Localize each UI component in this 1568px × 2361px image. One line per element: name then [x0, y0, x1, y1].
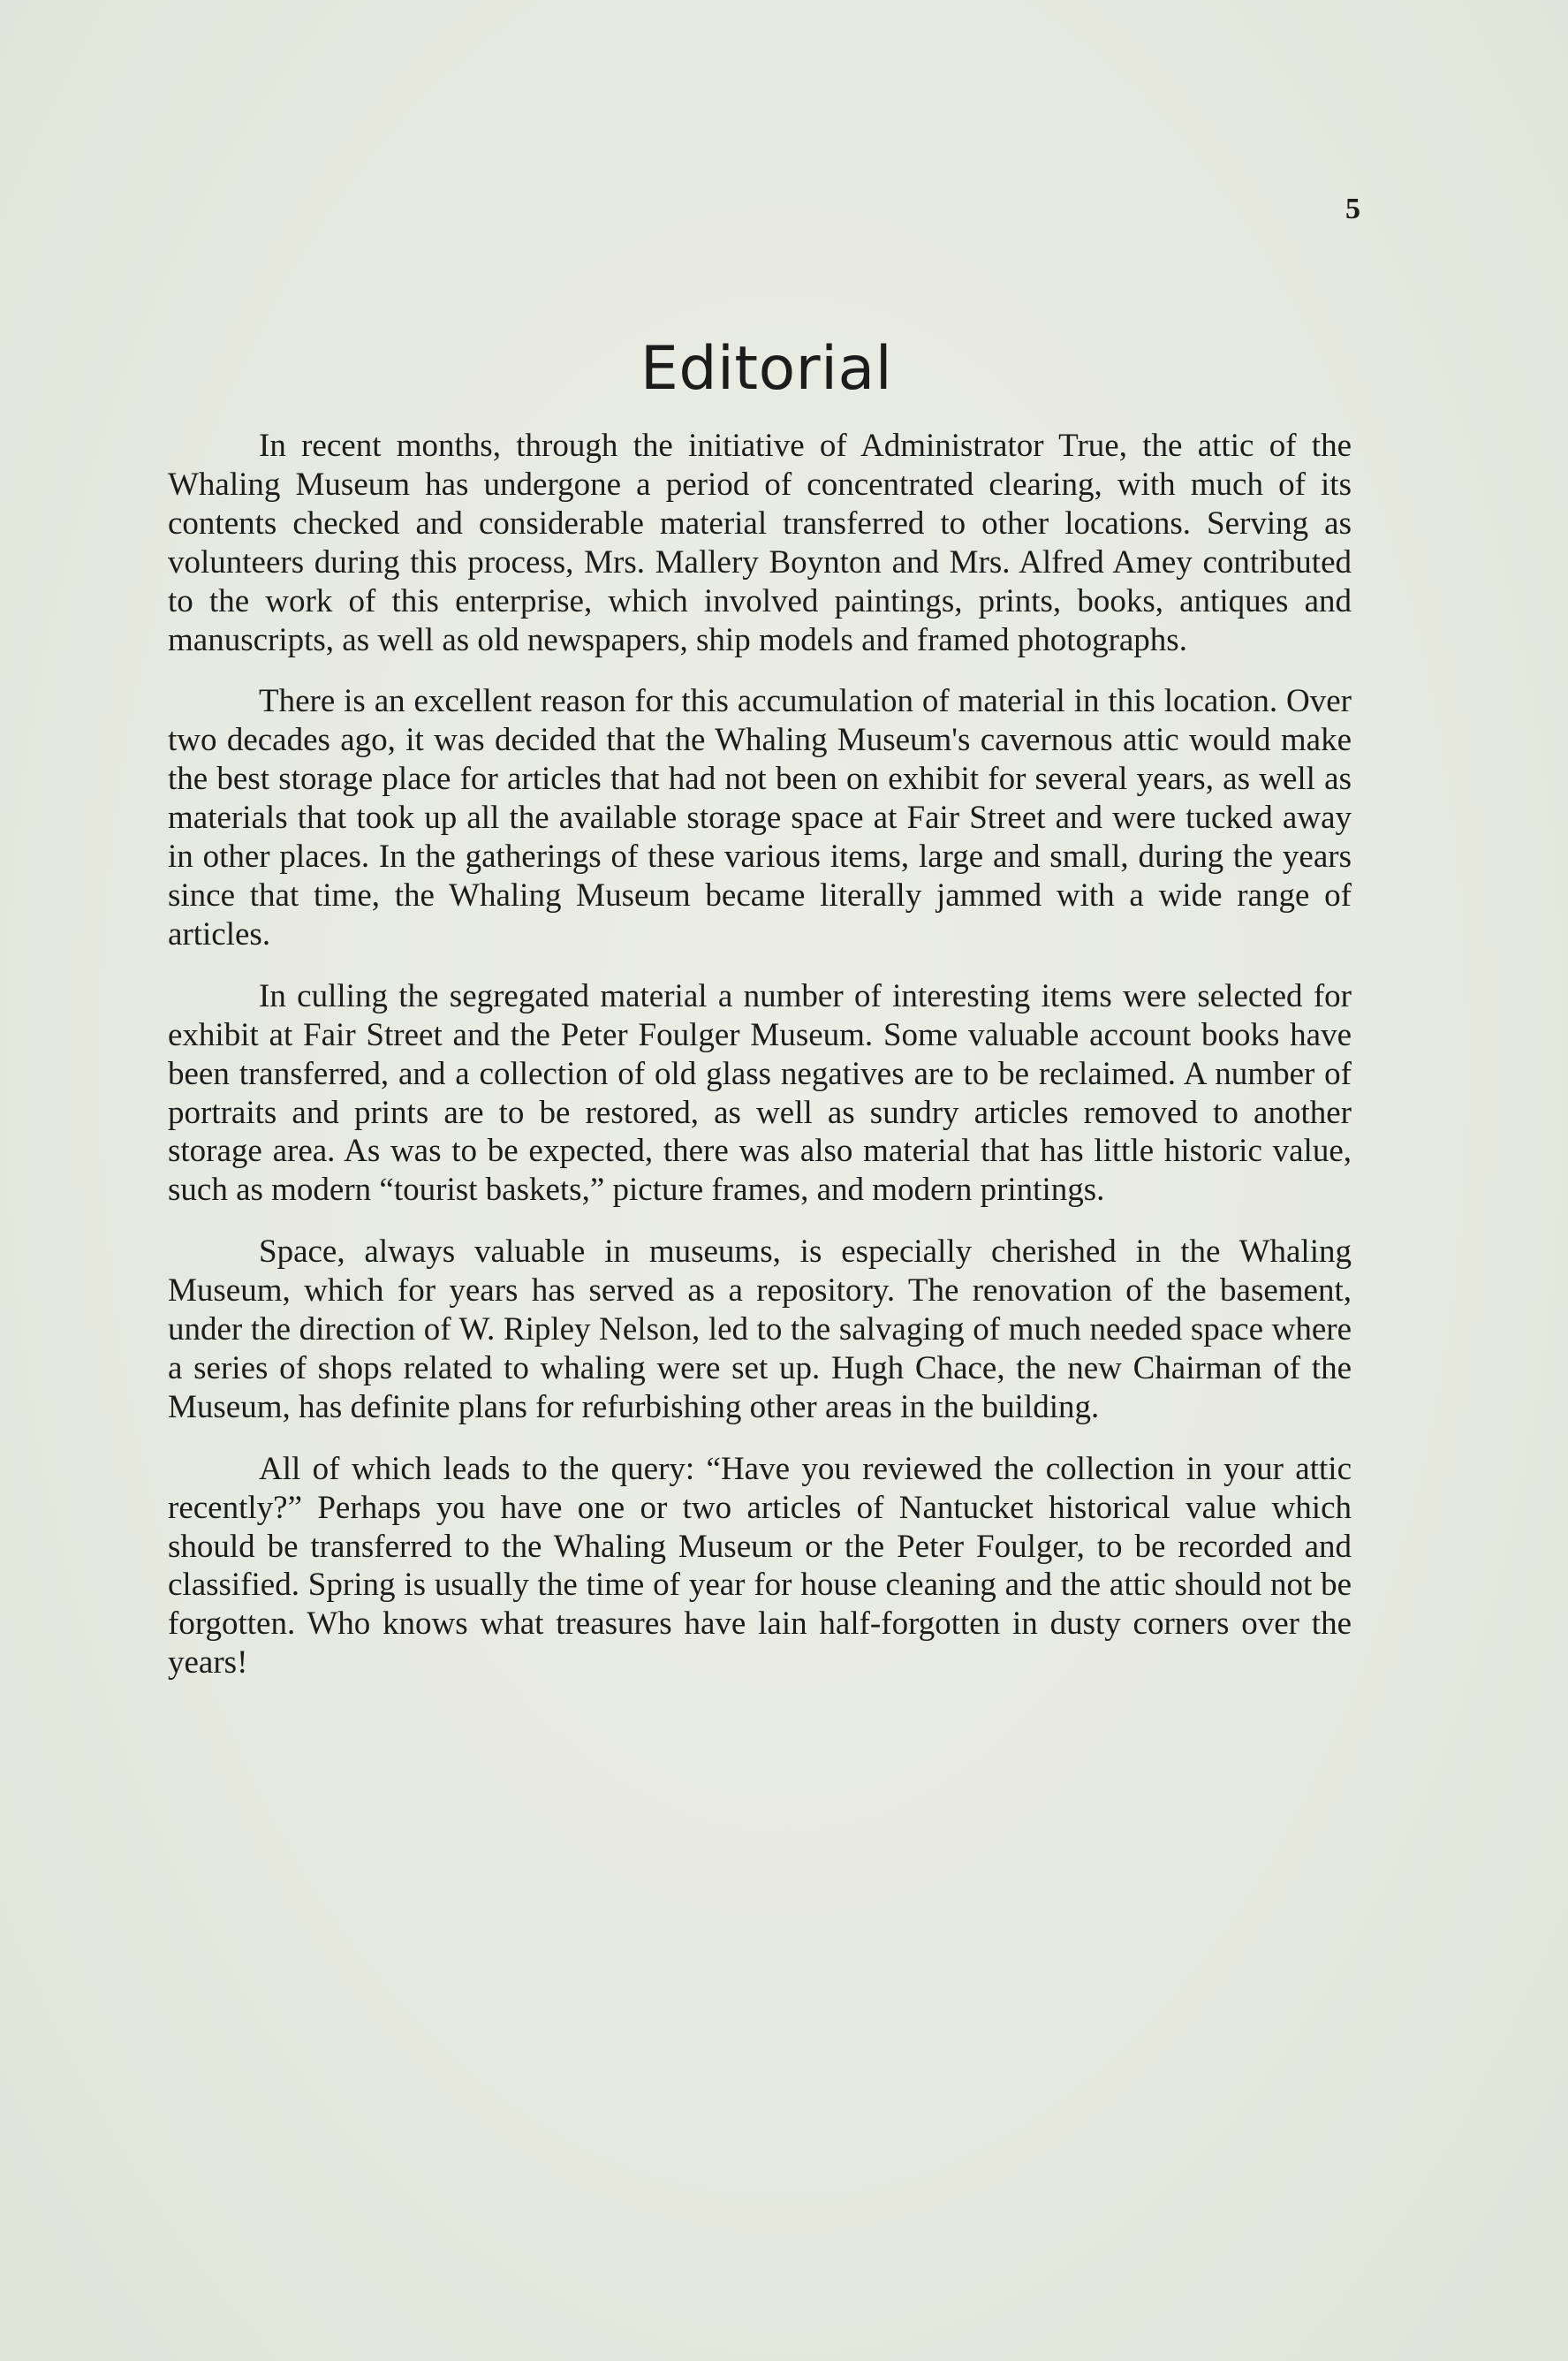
- paragraph-1: In recent months, through the initiative of Administrator True, the attic of the Whaling Museum has undergone a period of concentrated clearing, with much of its contents checked and considerable material transferred to other locations. Serving as volunteers during this process, Mrs. Mallery Boynton and Mrs. Alfred Amey contributed to the work of this enterprise, which involved paintings, prints, books, antiques and manuscripts, as well as old newspapers, ship models and framed photographs.: [168, 428, 1352, 658]
- article-body: [168, 427, 1352, 1682]
- paragraph-3: In culling the segregated material a number of interesting items were selected for exhibit at Fair Street and the Peter Foulger Museum. Some valuable account books have been transferred, and a collection of old glass negatives are to be reclaimed. A number of portraits and prints are to be restored, as well as sundry articles removed to another storage area. As was to be expected, there was also material that has little historic value, such as modern “tourist baskets,” picture frames, and modern printings.: [168, 977, 1352, 1209]
- paragraph-4: Space, always valuable in museums, is especially cherished in the Whaling Museum, which for years has served as a repository. The renovation of the basement, under the direction of W. Ripley Nelson, led to the salvaging of much needed space where a series of shops related to whaling were set up. Hugh Chace, the new Chairman of the Museum, has definite plans for refurbishing other areas in the building.: [168, 1234, 1352, 1425]
- page-title: Editorial: [640, 333, 893, 404]
- page-number: 5: [1345, 193, 1360, 225]
- paragraph-2: There is an excellent reason for this accumulation of material in this location. Over two decades ago, it was decided that the Whaling Museum's cavernous attic would make the best storage place for articles that had not been on exhibit for several years, as well as materials that took up all the available storage space at Fair Street and were tucked away in other places. In the gatherings of these various items, large and small, during the years since that time, the Whaling Museum became literally jammed with a wide range of articles.: [168, 683, 1352, 953]
- paragraph-5: All of which leads to the query: “Have you reviewed the collection in your attic recently?” Perhaps you have one or two articles of Nantucket historical value which should be transferred to the Whaling Museum or the Peter Foulger, to be recorded and classified. Spring is usually the time of year for house cleaning and the attic should not be forgotten. Who knows what treasures have lain half-forgotten in dusty corners over the years!: [168, 1450, 1352, 1682]
